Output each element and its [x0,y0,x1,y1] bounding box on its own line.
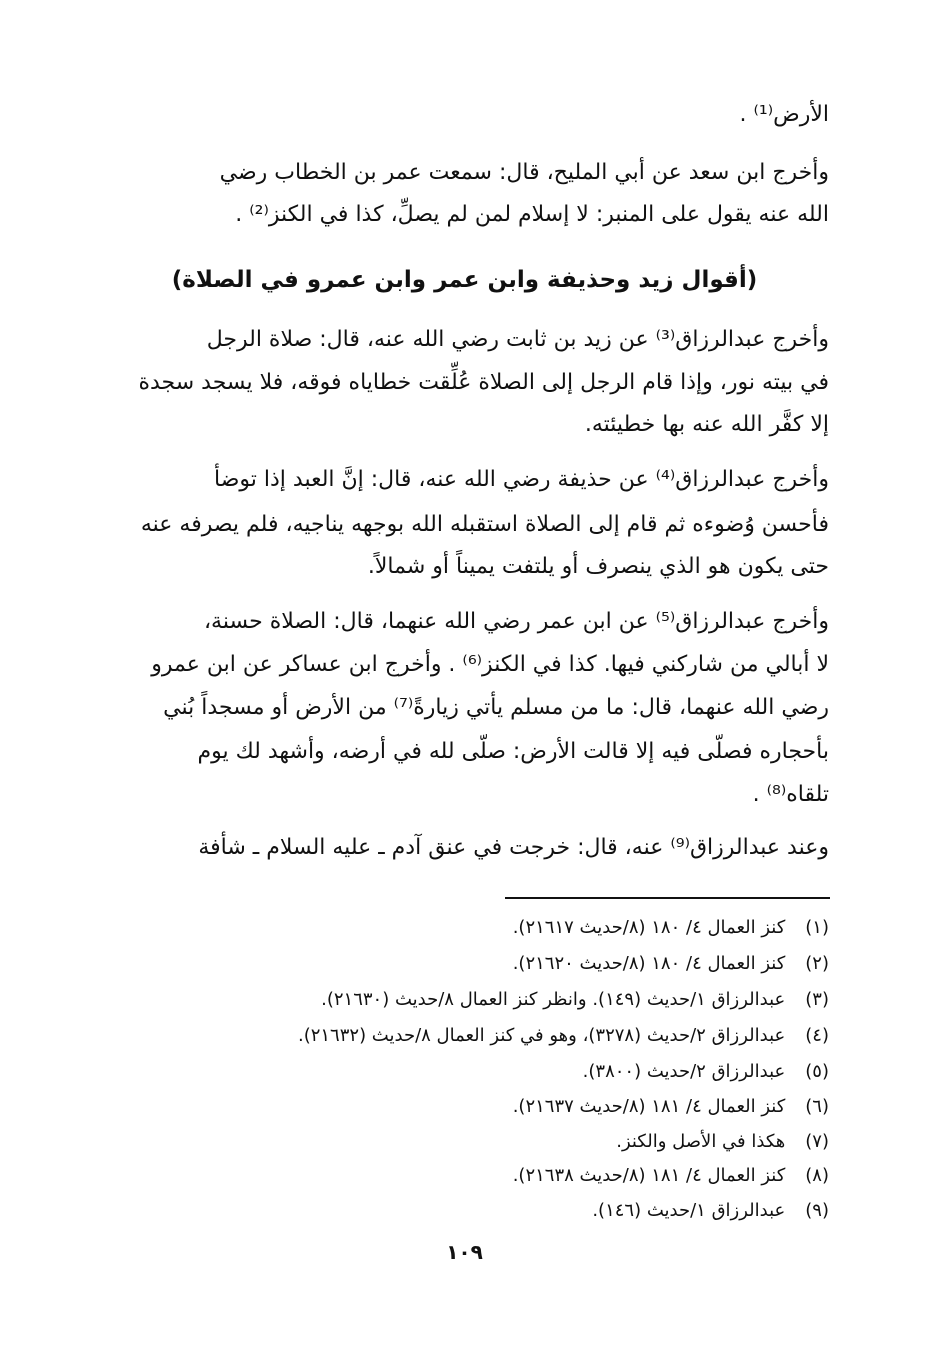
footnote-number: (٨) [805,1165,829,1186]
footnote [513,915,829,941]
footnote-number: (١) [805,917,829,938]
footnote-divider [505,897,830,899]
footnote-text: كنز العمال ٤/ ١٨١ (٨/حديث ٢١٦٣٧). [512,1096,786,1117]
body-line: لا أبالي من شاركني فيها. كذا في الكنز⁽⁶⁾ . وأخرج ابن عساكر عن ابن عمرو [151,652,829,677]
footnote-text: كنز العمال ٤/ ١٨٠ (٨/حديث ٢١٦٢٠). [512,953,786,974]
body-line: وأخرج عبدالرزاق⁽⁵⁾ عن ابن عمر رضي الله عنهما، قال: الصلاة حسنة، [203,609,829,634]
footnote-number: (٧) [805,1131,829,1152]
body-line: رضي الله عنهما، قال: ما من مسلم يأتي زيارةً⁽⁷⁾ من الأرض أو مسجداً بُني [163,695,829,720]
section-heading: (أقوال زيد وحذيفة وابن عمر وابن عمرو في الصلاة) [171,267,758,293]
body-line: حتى يكون هو الذي ينصرف أو يلتفت يميناً أو شمالاً. [367,554,829,579]
page-number: ١٠٩ [446,1240,483,1264]
footnote [321,987,829,1013]
body-line: في بيته نور، وإذا قام الرجل إلى الصلاة عُلِّقت خطاياه فوقه، فلا يسجد سجدة [138,370,829,395]
body-line: وأخرج ابن سعد عن أبي المليح، قال: سمعت عمر بن الخطاب رضي [219,160,829,185]
body-line: تلقاه⁽⁸⁾ . [752,782,829,807]
footnote [583,1059,829,1085]
footnote-number: (٩) [805,1200,829,1221]
footnote-text: عبدالرزاق ٢/حديث (٣٨٠٠). [582,1061,786,1082]
body-line: الله عنه يقول على المنبر: لا إسلام لمن لم يصلِّ، كذا في الكنز⁽²⁾ . [235,202,829,227]
footnote-number: (٣) [805,989,829,1010]
footnote-text: كنز العمال ٤/ ١٨١ (٨/حديث ٢١٦٣٨). [512,1165,786,1186]
body-line: إلا كفَّر الله عنه بها خطيئته. [584,412,829,437]
body-line: الأرض⁽¹⁾ . [739,102,829,127]
footnote-text: عبدالرزاق ١/حديث (١٤٦). [592,1200,786,1221]
body-line: بأحجاره فصلّى فيه إلا قالت الأرض: صلّى لله في أرضه، وأشهد لك يوم [197,739,829,764]
footnote [298,1023,829,1049]
footnote [616,1129,829,1155]
footnote-number: (٥) [805,1061,829,1082]
footnote [513,951,829,977]
footnote-text: كنز العمال ٤/ ١٨٠ (٨/حديث ٢١٦١٧). [512,917,786,938]
body-line: وأخرج عبدالرزاق⁽⁴⁾ عن حذيفة رضي الله عنه، قال: إنَّ العبد إذا توضأ [214,467,829,492]
footnote [513,1163,829,1189]
footnote-number: (٢) [805,953,829,974]
footnote [592,1198,829,1224]
footnote [513,1094,829,1120]
footnote-number: (٤) [805,1025,829,1046]
footnote-text: عبدالرزاق ٢/حديث (٣٢٧٨)، وهو في كنز العمال ٨/حديث (٢١٦٣٢). [297,1025,786,1046]
body-line: وأخرج عبدالرزاق⁽³⁾ عن زيد بن ثابت رضي الله عنه، قال: صلاة الرجل [206,327,829,352]
footnote-text: عبدالرزاق ١/حديث (١٤٩). وانظر كنز العمال ٨/حديث (٢١٦٣٠). [321,989,786,1010]
footnote-text: هكذا في الأصل والكنز. [616,1131,786,1152]
footnote-number: (٦) [805,1096,829,1117]
body-line: فأحسن وُضوءه ثم قام إلى الصلاة استقبله الله بوجهه يناجيه، فلم يصرفه عنه [140,512,829,537]
body-line: وعند عبدالرزاق⁽⁹⁾ عنه، قال: خرجت في عنق آدم ـ عليه السلام ـ شأفة [198,835,829,860]
